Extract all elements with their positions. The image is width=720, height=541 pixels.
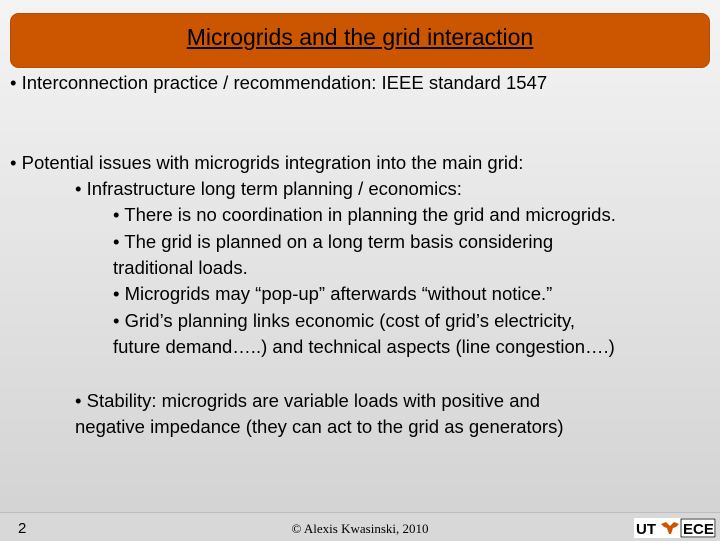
sub-sub-bullet-long-term: • The grid is planned on a long term basis considering (113, 231, 554, 252)
sub-bullet-stability-cont: negative impedance (they can act to the grid as generators) (75, 416, 564, 437)
copyright-text: © Alexis Kwasinski, 2010 (291, 521, 429, 536)
sub-sub-bullet-planning-links-cont: future demand…..) and technical aspects (line congestion….) (113, 336, 615, 357)
sub-sub-bullet-pop-up: • Microgrids may “pop-up” afterwards “without notice.” (113, 283, 553, 304)
ut-ece-logo-icon (634, 518, 716, 538)
bullet-interconnection: • Interconnection practice / recommendation: IEEE standard 1547 (10, 72, 548, 93)
bullet-potential-issues: • Potential issues with microgrids integration into the main grid: (10, 152, 524, 173)
sub-sub-bullet-no-coordination: • There is no coordination in planning the grid and microgrids. (113, 204, 616, 225)
page-number: 2 (18, 520, 27, 537)
logo-ece-text: ECE (683, 521, 714, 538)
sub-sub-bullet-long-term-cont: traditional loads. (113, 257, 248, 278)
sub-bullet-infrastructure: • Infrastructure long term planning / economics: (75, 178, 462, 199)
sub-sub-bullet-planning-links: • Grid’s planning links economic (cost of grid’s electricity, (113, 310, 575, 331)
slide-title: Microgrids and the grid interaction (186, 24, 534, 50)
sub-bullet-stability: • Stability: microgrids are variable loads with positive and (75, 390, 541, 411)
logo-ut-text: UT (636, 521, 656, 538)
